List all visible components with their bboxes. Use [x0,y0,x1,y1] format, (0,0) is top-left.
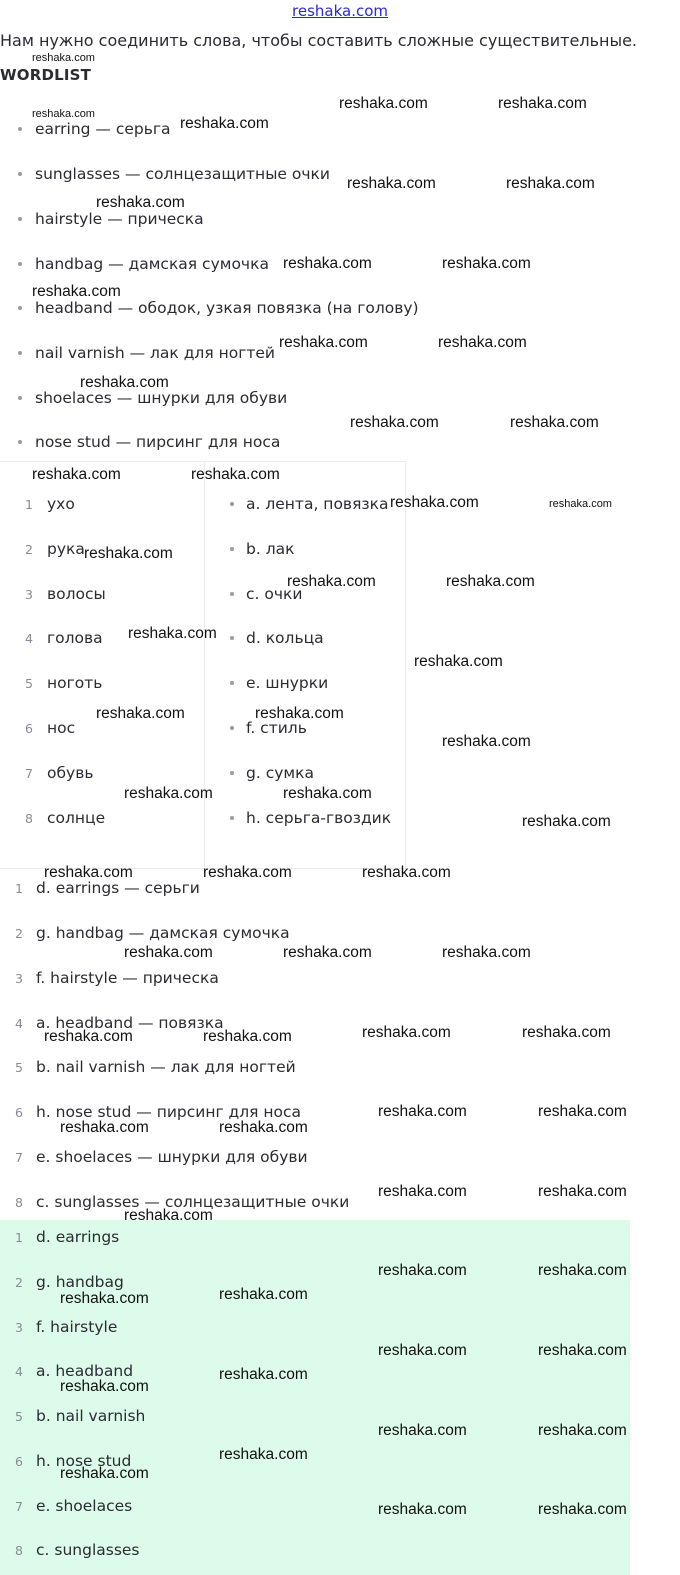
watermark: reshaka.com [498,95,587,112]
wordlist-item: handbag — дамская сумочка [18,255,269,273]
watermark: reshaka.com [84,545,173,562]
match-right-item: c. очки [230,585,302,603]
answer-final-item: 3 f. hairstyle [15,1318,118,1336]
watermark: reshaka.com [390,494,479,511]
watermark: reshaka.com [538,1103,627,1120]
watermark: reshaka.com [203,864,292,881]
watermark: reshaka.com [538,1501,627,1518]
watermark: reshaka.com [538,1342,627,1359]
match-right-item: h. серьга-гвоздик [230,809,391,827]
bullet-icon [230,771,234,775]
bullet-icon [230,502,234,506]
intro-text: Нам нужно соединить слова, чтобы составить сложные существительные. [0,31,638,50]
match-left-item: 1 ухо [25,495,75,513]
bullet-icon [18,440,22,444]
watermark: reshaka.com [378,1103,467,1120]
watermark: reshaka.com [191,466,280,483]
watermark: reshaka.com [283,785,372,802]
watermark: reshaka.com [80,374,169,391]
watermark: reshaka.com [378,1183,467,1200]
watermark: reshaka.com [442,733,531,750]
watermark: reshaka.com [96,705,185,722]
match-left-item: 4 голова [25,629,103,647]
wordlist-item: nail varnish — лак для ногтей [18,344,275,362]
bullet-icon [230,681,234,685]
answer-translated-item: 4 a. headband — повязка [15,1014,224,1032]
bullet-icon [18,351,22,355]
watermark: reshaka.com [32,466,121,483]
match-left-item: 8 солнце [25,809,106,827]
watermark: reshaka.com [378,1342,467,1359]
watermark: reshaka.com [362,1024,451,1041]
watermark: reshaka.com [339,95,428,112]
watermark: reshaka.com [255,705,344,722]
match-right-item: g. сумка [230,764,314,782]
watermark: reshaka.com [124,785,213,802]
watermark: reshaka.com [283,944,372,961]
match-left-item: 5 ноготь [25,674,103,692]
bullet-icon [18,306,22,310]
watermark: reshaka.com [60,1378,149,1395]
wordlist-title: WORDLIST [0,66,92,84]
bullet-icon [18,172,22,176]
watermark: reshaka.com [414,653,503,670]
watermark: reshaka.com [32,52,95,64]
watermark: reshaka.com [347,175,436,192]
watermark: reshaka.com [442,944,531,961]
wordlist-item: earring — серьга [18,120,171,138]
watermark: reshaka.com [350,414,439,431]
watermark: reshaka.com [128,625,217,642]
answer-translated-item: 5 b. nail varnish — лак для ногтей [15,1058,296,1076]
bullet-icon [230,592,234,596]
bullet-icon [18,396,22,400]
wordlist-item: shoelaces — шнурки для обуви [18,389,287,407]
wordlist-item: hairstyle — прическа [18,210,204,228]
match-right-item: d. кольца [230,629,324,647]
wordlist-item: sunglasses — солнцезащитные очки [18,165,330,183]
site-link[interactable]: reshaka.com [292,2,388,20]
match-left-item: 7 обувь [25,764,94,782]
watermark: reshaka.com [283,255,372,272]
answer-translated-item: 1 d. earrings — серьги [15,879,200,897]
watermark: reshaka.com [506,175,595,192]
wordlist-item: headband — ободок, узкая повязка (на голову) [18,299,419,317]
answer-final-item: 5 b. nail varnish [15,1407,146,1425]
answer-translated-item: 6 h. nose stud — пирсинг для носа [15,1103,302,1121]
watermark: reshaka.com [510,414,599,431]
watermark: reshaka.com [32,283,121,300]
watermark: reshaka.com [438,334,527,351]
watermark: reshaka.com [378,1262,467,1279]
answer-translated-item: 7 e. shoelaces — шнурки для обуви [15,1148,308,1166]
bullet-icon [230,547,234,551]
watermark: reshaka.com [219,1366,308,1383]
answer-final-item: 1 d. earrings [15,1228,120,1246]
watermark: reshaka.com [60,1119,149,1136]
watermark: reshaka.com [362,864,451,881]
watermark: reshaka.com [446,573,535,590]
watermark: reshaka.com [44,1028,133,1045]
answer-final-item: 2 g. handbag [15,1273,124,1291]
watermark: reshaka.com [549,498,612,510]
match-right-item: b. лак [230,540,294,558]
match-left-item: 6 нос [25,719,76,737]
bullet-icon [18,262,22,266]
watermark: reshaka.com [522,1024,611,1041]
watermark: reshaka.com [538,1183,627,1200]
answer-translated-item: 2 g. handbag — дамская сумочка [15,924,290,942]
watermark: reshaka.com [219,1119,308,1136]
watermark: reshaka.com [219,1286,308,1303]
matching-table [0,461,406,869]
watermark: reshaka.com [219,1446,308,1463]
wordlist-item: nose stud — пирсинг для носа [18,433,280,451]
bullet-icon [230,726,234,730]
table-divider [204,462,205,868]
watermark: reshaka.com [32,108,95,120]
watermark: reshaka.com [279,334,368,351]
bullet-icon [230,636,234,640]
watermark: reshaka.com [203,1028,292,1045]
watermark: reshaka.com [538,1422,627,1439]
watermark: reshaka.com [60,1465,149,1482]
watermark: reshaka.com [378,1501,467,1518]
match-right-item: f. стиль [230,719,307,737]
answer-final-item: 7 e. shoelaces [15,1497,133,1515]
answer-final-item: 4 a. headband [15,1362,134,1380]
watermark: reshaka.com [60,1290,149,1307]
watermark: reshaka.com [124,944,213,961]
watermark: reshaka.com [124,1207,213,1224]
watermark: reshaka.com [538,1262,627,1279]
watermark: reshaka.com [522,813,611,830]
match-left-item: 2 рука [25,540,85,558]
watermark: reshaka.com [44,864,133,881]
bullet-icon [18,127,22,131]
answer-final-item: 8 c. sunglasses [15,1541,140,1559]
answer-translated-item: 3 f. hairstyle — прическа [15,969,219,987]
watermark: reshaka.com [180,115,269,132]
match-left-item: 3 волосы [25,585,106,603]
bullet-icon [230,816,234,820]
match-right-item: e. шнурки [230,674,328,692]
match-right-item: a. лента, повязка [230,495,389,513]
bullet-icon [18,217,22,221]
watermark: reshaka.com [96,194,185,211]
answer-translated-item: 8 c. sunglasses — солнцезащитные очки [15,1193,350,1211]
watermark: reshaka.com [378,1422,467,1439]
watermark: reshaka.com [442,255,531,272]
answer-final-item: 6 h. nose stud [15,1452,132,1470]
watermark: reshaka.com [287,573,376,590]
